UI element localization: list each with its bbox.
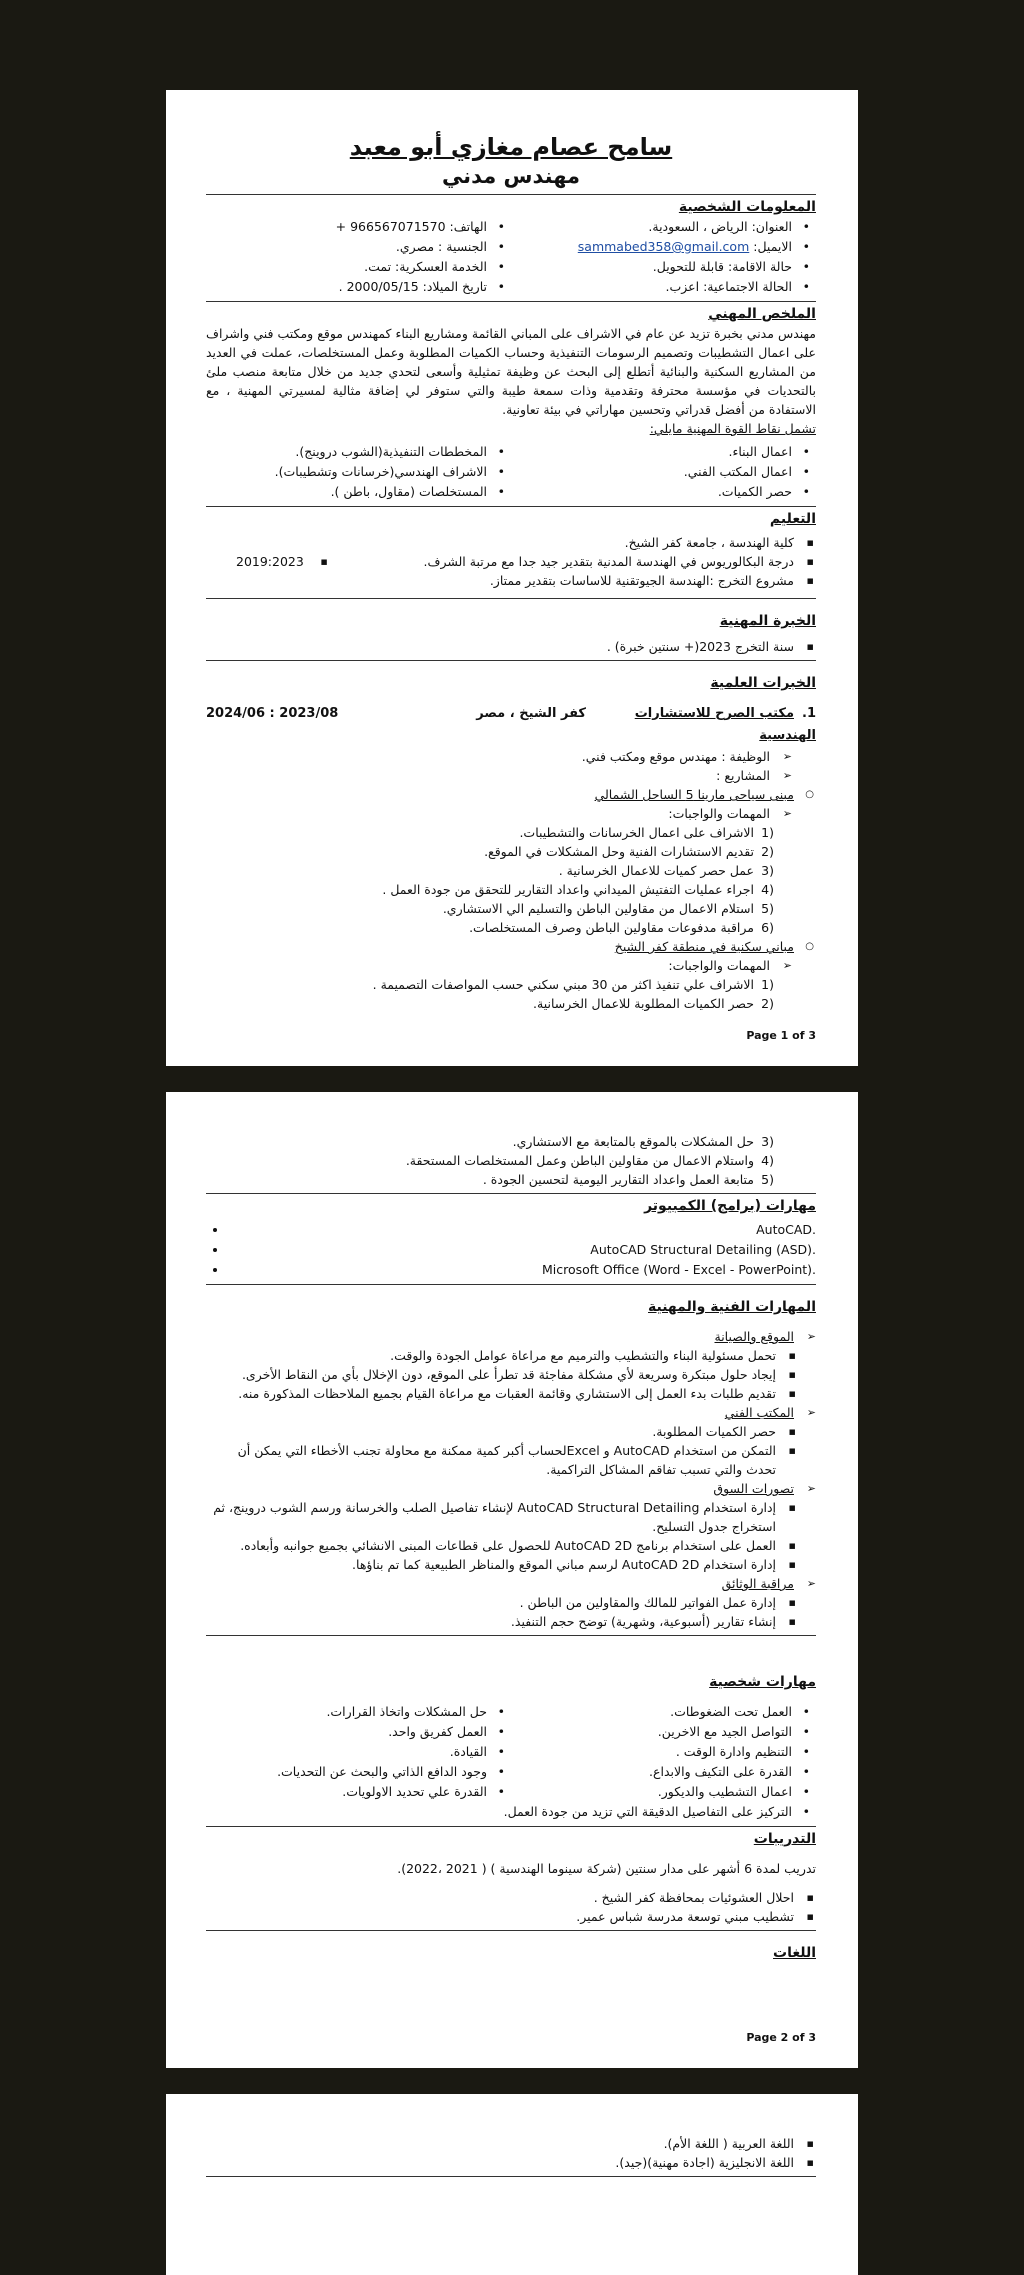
personal-skill: • التواصل الجيد مع الاخرين. bbox=[511, 1722, 816, 1742]
task-item: (4 اجراء عمليات التفتيش الميداني واعداد التقارير للتحقق من جودة العمل . bbox=[382, 882, 774, 897]
training-text: تدريب لمدة 6 أشهر على مدار سنتين (شركة سينوما الهندسية ) ( 2021 ،2022). bbox=[397, 1861, 816, 1876]
birth-date: • تاريخ الميلاد: 2000/05/15 . bbox=[206, 277, 511, 297]
task-item: (2 حصر الكميات المطلوبة للاعمال الخرسانية. bbox=[533, 996, 774, 1011]
training-item: ▪ احلال العشوئيات بمحافظة كفر الشيخ . bbox=[206, 1888, 816, 1907]
skill-item: ▪ إدارة عمل الفواتير للمالك والمقاولين من الباطن . bbox=[206, 1593, 798, 1612]
job-location: كفر الشيخ ، مصر bbox=[476, 706, 586, 721]
page-2 bbox=[166, 1092, 858, 2068]
task-item: (2 تقديم الاستشارات الفنية وحل المشكلات في الموقع. bbox=[484, 844, 774, 859]
email-link[interactable]: sammabed358@gmail.com bbox=[577, 239, 750, 254]
computer-skills-heading: مهارات (برامج) الكمبيوتر bbox=[644, 1198, 816, 1214]
skill-item: ▪ التمكن من استخدام AutoCAD و Excelلحساب أكبر كمية ممكنة مع محاولة تجنب الأخطاء التي يمكن أن تحدث والتي تسبب تفاقم المشاكل التراكمية. bbox=[206, 1441, 798, 1479]
page-3 bbox=[166, 2094, 858, 2275]
strength-item: • المخططات التنفيذية(الشوب دروينج). bbox=[206, 442, 511, 462]
task-item: (4 واستلام الاعمال من مقاولين الباطن وعمل المستخلصات المستحقة. bbox=[405, 1153, 774, 1168]
personal-info-heading: المعلومات الشخصية bbox=[678, 199, 816, 215]
strengths-grid bbox=[206, 442, 816, 502]
address: • العنوان: الرياض ، السعودية. bbox=[511, 217, 816, 237]
personal-skill: • القيادة. bbox=[206, 1742, 511, 1762]
job-header: 1.مكتب الصرح للاستشارات الهندسية كفر الشيخ ، مصر 2024/06 : 2023/08 bbox=[206, 703, 816, 747]
residency: • حالة الاقامة: قابلة للتحويل. bbox=[511, 257, 816, 277]
strength-item: • حصر الكميات. bbox=[511, 482, 816, 502]
languages-heading: اللغات bbox=[773, 1945, 816, 1961]
computer-skills-list bbox=[206, 1220, 816, 1280]
personal-info-grid bbox=[206, 217, 816, 297]
skill-item: ▪ حصر الكميات المطلوبة. bbox=[206, 1422, 798, 1441]
task-item: (5 متابعة العمل واعداد التقارير اليومية لتحسين الجودة . bbox=[482, 1172, 774, 1187]
education-item: ▪ كلية الهندسة ، جامعة كفر الشيخ. bbox=[206, 533, 816, 552]
education-item: ▪ درجة البكالوريوس في الهندسة المدنية بتقدير جيد جدا مع مرتبة الشرف. 2019:2023 ▪ bbox=[206, 552, 816, 571]
marital-status: • الحالة الاجتماعية: اعزب. bbox=[511, 277, 816, 297]
personal-skill: • العمل تحت الضغوطات. bbox=[511, 1702, 816, 1722]
job-title: مهندس مدني bbox=[441, 164, 581, 188]
strength-item: • اعمال البناء. bbox=[511, 442, 816, 462]
software-item: • AutoCAD Structural Detailing (ASD). bbox=[228, 1240, 816, 1260]
languages-divider bbox=[206, 2176, 816, 2179]
personal-skills-section bbox=[206, 1635, 816, 1822]
job-company: مكتب الصرح للاستشارات الهندسية bbox=[634, 706, 816, 743]
strength-item: • المستخلصات (مقاول، باطن ). bbox=[206, 482, 511, 502]
training-heading: التدريبات bbox=[753, 1831, 816, 1847]
languages-list bbox=[206, 2134, 816, 2172]
project-2-tasks bbox=[206, 975, 816, 1013]
language-item: ▪ اللغة العربية ( اللغة الأم). bbox=[206, 2134, 816, 2153]
summary-heading: الملخص المهني bbox=[708, 306, 816, 322]
education-years: 2019:2023 ▪ bbox=[236, 554, 328, 569]
training-section bbox=[206, 1826, 816, 1926]
candidate-name: سامح عصام مغازي أبو معبد bbox=[349, 133, 673, 161]
languages-section bbox=[206, 1930, 816, 1963]
experience-item: ▪ سنة التخرج 2023(+ سنتين خبرة) . bbox=[206, 637, 816, 656]
personal-skill: • العمل كفريق واحد. bbox=[206, 1722, 511, 1742]
project-1-tasks bbox=[206, 823, 816, 937]
personal-skill: • حل المشكلات واتخاذ القرارات. bbox=[206, 1702, 511, 1722]
personal-skill: • القدرة علي تحديد الاولويات. bbox=[206, 1782, 511, 1802]
task-item: (3 حل المشكلات بالموقع بالمتابعة مع الاستشاري. bbox=[512, 1134, 774, 1149]
nationality: • الجنسية : مصري. bbox=[206, 237, 511, 257]
practical-section bbox=[206, 660, 816, 1013]
page-number: Page 2 of 3 bbox=[746, 2031, 816, 2044]
training-item: ▪ تشطيب مبني توسعة مدرسة شباس عمير. bbox=[206, 1907, 816, 1926]
summary-text: مهندس مدني بخبرة تزيد عن عام في الاشراف على المباني القائمة ومشاريع البناء كمهندس موقع ومكتب فني واشراف على اعمال التشطيبات وتصميم الرسومات التنفيذية وحساب الكميات المطلوبة وعمل المستخلصات، عملت في العديد من المشاريع السكنية والبنائية أتطلع إلى البحث عن وظيفة تمثيلية وأسعى لتحدي جديد من خلال متابعة منصب ملئ بالتحديات في مؤسسة محترفة وتقدمية وذات سمعة طيبة والتي ستوفر لي إضافة مثالية لمسيرتي المهنية ، مع الاستفادة من أفضل قدراتي وتحسين مهاراتي في بيئة تعاونية. bbox=[206, 326, 816, 417]
skill-item: ▪ إدارة استخدام AutoCAD Structural Detailing لإنشاء تفاصيل الصلب والخرسانة ورسم الشوب دروينج، ثم استخراج جدول التسليح. bbox=[206, 1498, 798, 1536]
task-item: (6 مراقبة مدفوعات مقاولين الباطن وصرف المستخلصات. bbox=[469, 920, 774, 935]
job-dates: 2024/06 : 2023/08 bbox=[206, 706, 339, 721]
summary-section bbox=[206, 301, 816, 502]
page-number: Page 1 of 3 bbox=[746, 1029, 816, 1042]
skill-item: ▪ إدارة استخدام AutoCAD 2D لرسم مباني الموقع والمناظر الطبيعية كما تم بناؤها. bbox=[206, 1555, 798, 1574]
technical-skills-heading: المهارات الفنية والمهنية bbox=[648, 1299, 816, 1315]
personal-skills-grid bbox=[206, 1702, 816, 1822]
phone: • الهاتف: 966567071570 + bbox=[206, 217, 511, 237]
personal-skill: • اعمال التشطيب والديكور. bbox=[511, 1782, 816, 1802]
strength-item: • الاشراف الهندسي(خرسانات وتشطيبات). bbox=[206, 462, 511, 482]
task-item: (5 استلام الاعمال من مقاولين الباطن والتسليم الي الاستشاري. bbox=[442, 901, 774, 916]
job-role: ➢ الوظيفة : مهندس موقع ومكتب فني. bbox=[206, 747, 792, 766]
education-heading: التعليم bbox=[769, 511, 816, 527]
skill-item: ▪ العمل على استخدام برنامج AutoCAD 2D للحصول على قطاعات المبنى الانشائي بجميع جوانبه وأبعاده. bbox=[206, 1536, 798, 1555]
software-item: • AutoCAD. bbox=[228, 1220, 816, 1240]
personal-skill: • التنظيم وادارة الوقت . bbox=[511, 1742, 816, 1762]
tasks-label: ➢ المهمات والواجبات: bbox=[206, 804, 792, 823]
technical-skills-section bbox=[206, 1284, 816, 1631]
experience-section bbox=[206, 598, 816, 656]
education-item: ▪ مشروع التخرج :الهندسة الجيوتقنية للاساسات بتقدير ممتاز. bbox=[206, 571, 816, 590]
skill-item: ▪ تقديم طلبات بدء العمل إلى الاستشاري وقائمة العقبات مع مراعاة القيام بجميع الملاحظات المذكورة منه. bbox=[206, 1384, 798, 1403]
skill-group-title: ➢ مراقبة الوثائق bbox=[206, 1574, 816, 1593]
skill-group-title: ➢ تصورات السوق bbox=[206, 1479, 816, 1498]
personal-skills-heading: مهارات شخصية bbox=[709, 1674, 816, 1690]
tasks-label: ➢ المهمات والواجبات: bbox=[206, 956, 792, 975]
project-1-title: ○ مبنى سياحى مارينا 5 الساحل الشمالي bbox=[206, 785, 816, 804]
task-item: (1 الاشراف على اعمال الخرسانات والتشطيبات. bbox=[519, 825, 774, 840]
continued-tasks bbox=[206, 1132, 816, 1189]
software-item: • Microsoft Office (Word - Excel - PowerPoint). bbox=[228, 1260, 816, 1280]
skill-group-title: ➢ الموقع والصيانة bbox=[206, 1327, 816, 1346]
skill-item: ▪ تحمل مسئولية البناء والتشطيب والترميم مع مراعاة عوامل الجودة والوقت. bbox=[206, 1346, 798, 1365]
personal-info-section bbox=[206, 194, 816, 297]
education-section bbox=[206, 506, 816, 590]
personal-skill: • القدرة على التكيف والابداع. bbox=[511, 1762, 816, 1782]
military-service: • الخدمة العسكرية: تمت. bbox=[206, 257, 511, 277]
experience-heading: الخبرة المهنية bbox=[719, 613, 816, 629]
projects-label: ➢ المشاريع : bbox=[206, 766, 792, 785]
practical-heading: الخبرات العلمية bbox=[710, 675, 816, 691]
computer-skills-section bbox=[206, 1193, 816, 1280]
task-item: (3 عمل حصر كميات للاعمال الخرسانية . bbox=[558, 863, 774, 878]
language-item: ▪ اللغة الانجليزية (اجادة مهنية)(جيد). bbox=[206, 2153, 816, 2172]
personal-skill: • وجود الدافع الذاتي والبحث عن التحديات. bbox=[206, 1762, 511, 1782]
strength-item: • اعمال المكتب الفني. bbox=[511, 462, 816, 482]
skill-item: ▪ إنشاء تقارير (أسبوعية، وشهرية) توضح حجم التنفيذ. bbox=[206, 1612, 798, 1631]
skill-item: ▪ إيجاد حلول مبتكرة وسريعة لأي مشكلة مفاجئة قد تطرأ على الموقع، دون الإخلال بأي من النقاط الأخرى. bbox=[206, 1365, 798, 1384]
strengths-label: تشمل نقاط القوة المهنية مايلي: bbox=[649, 421, 816, 436]
email: • الايميل: sammabed358@gmail.com bbox=[511, 237, 816, 257]
task-item: (1 الاشراف علي تنفيذ اكثر من 30 مبني سكني حسب المواصفات التصميمة . bbox=[372, 977, 774, 992]
skill-group-title: ➢ المكتب الفني bbox=[206, 1403, 816, 1422]
page-1 bbox=[166, 90, 858, 1066]
personal-skill: • التركيز على التفاصيل الدقيقة التي تزيد من جودة العمل. bbox=[206, 1802, 816, 1822]
project-2-title: ○ مباني سكنية في منطقة كفر الشيخ bbox=[206, 937, 816, 956]
